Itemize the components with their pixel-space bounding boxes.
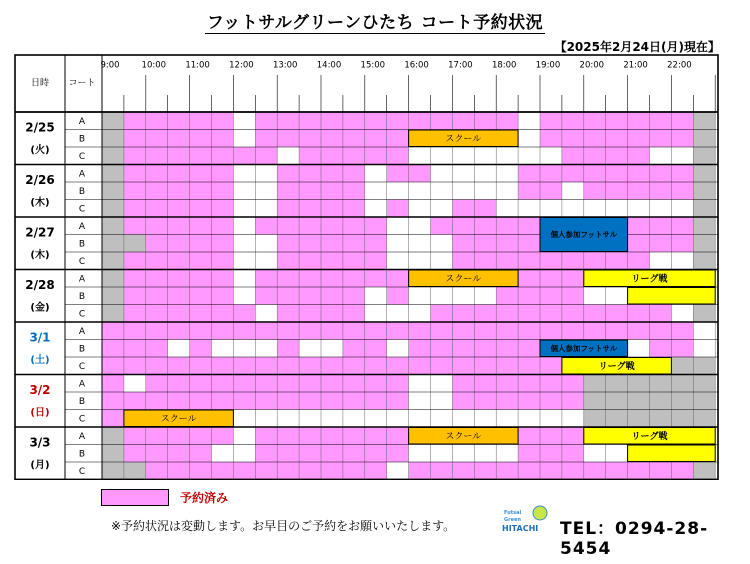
individual-label: 個人参加フットサル bbox=[550, 343, 618, 353]
league-label: リーグ戦 bbox=[631, 431, 668, 442]
closed-cell bbox=[693, 462, 715, 480]
court-label-b: B bbox=[78, 134, 86, 145]
booked-slot bbox=[102, 322, 693, 340]
time-label-1100: 11:00 bbox=[185, 60, 210, 71]
school-label: スクール bbox=[445, 431, 482, 442]
closed-cell bbox=[693, 165, 715, 183]
booked-slot bbox=[409, 462, 694, 480]
date-label-2-25: 2/25 bbox=[25, 120, 55, 135]
court-label-b: B bbox=[78, 291, 86, 302]
weekday-label-2-26: (木) bbox=[30, 197, 50, 209]
weekday-label-2-28: (金) bbox=[30, 302, 50, 314]
weekday-label-3-3: (月) bbox=[30, 460, 50, 471]
time-label-1800: 18:00 bbox=[491, 60, 517, 71]
time-label-1700: 17:00 bbox=[448, 60, 473, 71]
booked-slot bbox=[102, 340, 168, 358]
date-label-3-2: 3/2 bbox=[29, 383, 51, 397]
legend-booked-label: 予約済み bbox=[180, 491, 229, 505]
weekday-label-2-27: (木) bbox=[30, 250, 50, 261]
date-label-2-28: 2/28 bbox=[25, 278, 55, 292]
closed-cell bbox=[693, 235, 715, 253]
closed-cell bbox=[693, 357, 715, 375]
booked-slot bbox=[299, 147, 409, 165]
court-label-a: A bbox=[78, 274, 86, 285]
time-label-2000: 20:00 bbox=[579, 60, 605, 71]
logo-line1: Futsal bbox=[504, 510, 522, 516]
availability-note: ※予約状況は変動します。お早目のご予約をお願いいたします。 bbox=[111, 519, 456, 533]
weekday-label-3-1: (土) bbox=[30, 355, 50, 366]
court-label-c: C bbox=[78, 466, 86, 477]
booked-slot bbox=[124, 217, 233, 235]
court-label-b: B bbox=[78, 239, 86, 250]
closed-cell bbox=[693, 130, 715, 148]
court-label-c: C bbox=[78, 414, 86, 425]
school-label: スクール bbox=[445, 274, 482, 285]
closed-cell bbox=[693, 112, 715, 130]
booked-slot bbox=[255, 427, 408, 445]
school-label: スクール bbox=[160, 414, 197, 425]
closed-cell bbox=[693, 147, 715, 165]
booked-slot bbox=[540, 130, 693, 148]
header-date: 日時 bbox=[30, 78, 50, 89]
court-label-a: A bbox=[78, 169, 86, 180]
weekday-label-2-25: (火) bbox=[30, 145, 50, 156]
league-label: リーグ戦 bbox=[598, 361, 635, 372]
court-label-b: B bbox=[78, 186, 86, 197]
league-block bbox=[628, 445, 716, 462]
booked-slot bbox=[255, 287, 364, 305]
date-label-3-1: 3/1 bbox=[29, 330, 51, 345]
booked-slot bbox=[387, 200, 409, 218]
booked-slot bbox=[518, 270, 584, 288]
court-label-c: C bbox=[78, 309, 86, 320]
booked-slot bbox=[584, 182, 694, 200]
legend-booked-swatch bbox=[101, 489, 169, 506]
court-label-a: A bbox=[78, 379, 86, 390]
court-label-b: B bbox=[78, 396, 86, 407]
booked-slot bbox=[387, 287, 409, 305]
closed-cell bbox=[693, 200, 715, 218]
booked-slot bbox=[124, 427, 233, 445]
court-label-c: C bbox=[78, 151, 86, 162]
telephone-number: TEL：0294-28-5454 bbox=[560, 519, 709, 559]
booked-slot bbox=[124, 130, 233, 148]
time-label-1000: 10:00 bbox=[141, 60, 167, 71]
booked-slot bbox=[277, 252, 387, 270]
booked-slot bbox=[124, 200, 233, 218]
logo-line3: HITACHI bbox=[502, 524, 539, 533]
header-court: コート bbox=[68, 78, 96, 89]
school-label: スクール bbox=[445, 134, 482, 145]
booked-slot bbox=[102, 357, 562, 375]
booked-slot bbox=[102, 410, 124, 428]
time-label-900: 9:00 bbox=[100, 60, 120, 71]
logo-line2: Green bbox=[504, 517, 521, 523]
time-label-1500: 15:00 bbox=[360, 60, 386, 71]
time-label-2200: 22:00 bbox=[667, 60, 692, 71]
booked-slot bbox=[452, 252, 649, 270]
date-label-2-27: 2/27 bbox=[25, 225, 55, 240]
time-label-2100: 21:00 bbox=[623, 60, 648, 71]
time-label-1200: 12:00 bbox=[229, 60, 254, 71]
booked-slot bbox=[124, 270, 233, 288]
booked-slot bbox=[277, 340, 299, 358]
booked-slot bbox=[146, 462, 387, 480]
closed-cell bbox=[693, 305, 715, 323]
closed-cell bbox=[693, 217, 715, 235]
time-label-1900: 19:00 bbox=[535, 60, 561, 71]
booked-slot bbox=[277, 235, 387, 253]
booked-slot bbox=[540, 112, 693, 130]
time-label-1600: 16:00 bbox=[404, 60, 429, 71]
booked-slot bbox=[124, 165, 233, 183]
court-label-a: A bbox=[78, 326, 86, 337]
court-label-a: A bbox=[78, 116, 86, 127]
booked-slot bbox=[124, 182, 233, 200]
court-label-c: C bbox=[78, 256, 86, 267]
league-label: リーグ戦 bbox=[631, 274, 668, 285]
booked-slot bbox=[255, 270, 408, 288]
individual-label: 個人参加フットサル bbox=[550, 230, 618, 239]
closed-cell bbox=[693, 252, 715, 270]
time-label-1300: 13:00 bbox=[272, 60, 298, 71]
booked-slot bbox=[124, 147, 277, 165]
weekday-label-3-2: (日) bbox=[30, 407, 50, 419]
booked-slot bbox=[518, 427, 584, 445]
booked-slot bbox=[190, 340, 212, 358]
date-label-2-26: 2/26 bbox=[25, 173, 55, 187]
court-label-a: A bbox=[78, 221, 86, 232]
booked-slot bbox=[518, 445, 584, 463]
booked-slot bbox=[431, 305, 672, 323]
league-block bbox=[628, 288, 716, 305]
court-label-a: A bbox=[78, 431, 86, 442]
booked-slot bbox=[124, 287, 233, 305]
booked-slot bbox=[124, 252, 233, 270]
booked-slot bbox=[102, 375, 124, 393]
closed-cell bbox=[671, 357, 693, 375]
court-label-b: B bbox=[78, 344, 86, 355]
court-label-b: B bbox=[78, 449, 86, 460]
booked-slot bbox=[124, 112, 233, 130]
court-label-c: C bbox=[78, 361, 86, 372]
court-label-c: C bbox=[78, 204, 86, 215]
as-of-date: 【2025年2月24日(月)現在】 bbox=[554, 40, 720, 54]
date-label-3-3: 3/3 bbox=[29, 435, 51, 450]
page-title-text: フットサルグリーンひたち コート予約状況 bbox=[206, 13, 544, 33]
time-label-1400: 14:00 bbox=[316, 60, 342, 71]
booked-slot bbox=[255, 445, 408, 463]
closed-cell bbox=[693, 182, 715, 200]
futsal-green-hitachi-logo bbox=[500, 502, 548, 540]
